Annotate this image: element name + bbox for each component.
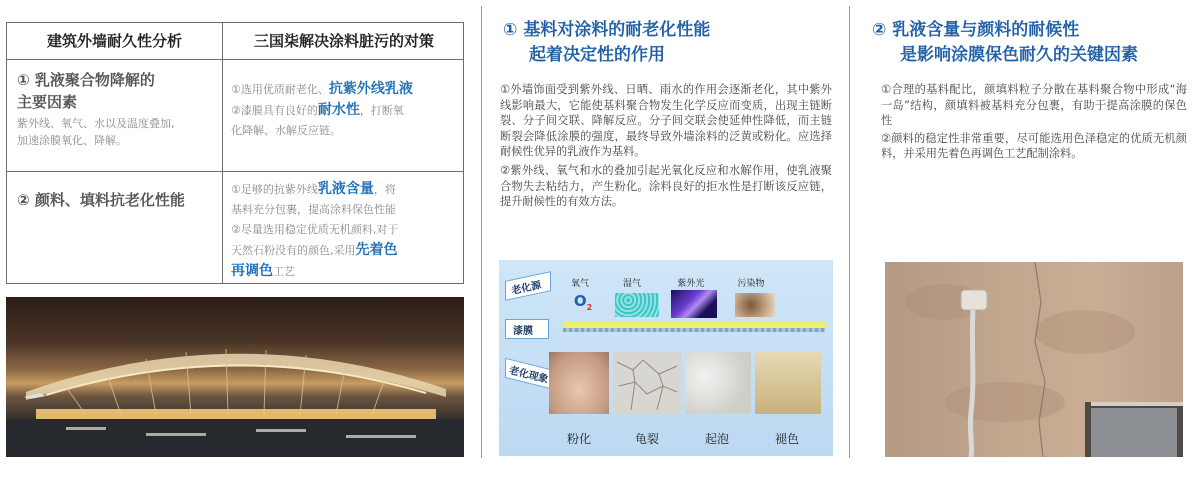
bottom-label-blistering: 起泡 xyxy=(704,432,729,446)
row2-solution-line4: 天然石粉没有的颜色,采用先着色 xyxy=(231,242,398,258)
label-oxygen: 氧气 xyxy=(570,279,589,289)
table-header-right: 三国柒解决涂料脏污的对策 xyxy=(253,32,434,50)
row1-solution-line1: ①选用优质耐老化、抗紫外线乳液 xyxy=(231,81,413,97)
row2-solution-line1: ①足够的抗紫外线乳液含量，将 xyxy=(231,181,396,197)
aging-diagram xyxy=(499,260,833,456)
bottom-label-cracking: 龟裂 xyxy=(634,432,659,446)
table-divider-vertical xyxy=(222,23,223,283)
row2-factor-title: ② 颜料、填料抗老化性能 xyxy=(17,191,185,209)
row1-solution-line3: 化降解、水解反应链。 xyxy=(231,124,341,137)
uv-swatch xyxy=(671,290,717,318)
row1-solution-cell xyxy=(231,79,461,141)
cracking-photo xyxy=(613,352,681,414)
right-section-body xyxy=(881,82,1187,162)
row1-factor-title-line2: 主要因素 xyxy=(17,93,78,111)
highlight-then-tint: 再调色 xyxy=(231,263,273,279)
right-title-line1: ② 乳液含量与颜料的耐候性 xyxy=(872,20,1080,40)
column-separator-2 xyxy=(849,6,850,458)
blistering-photo xyxy=(685,352,751,414)
middle-section-body xyxy=(500,82,832,210)
aging-source-tag: 老化源 xyxy=(510,279,543,297)
highlight-color-first: 先着色 xyxy=(355,242,398,258)
row1-factor-desc-line2: 加速涂膜氧化、降解。 xyxy=(17,134,127,147)
middle-title-line1: ① 基料对涂料的耐老化性能 xyxy=(503,20,711,40)
row2-solution-cell xyxy=(231,179,461,282)
table-divider-row xyxy=(7,171,463,172)
pollutant-swatch xyxy=(735,293,775,317)
airport-photo xyxy=(6,297,464,457)
row1-factor-desc-line1: 紫外线、氧气、水以及温度叠加, xyxy=(17,117,175,130)
table-header-left: 建筑外墙耐久性分析 xyxy=(46,32,182,50)
highlight-emulsion-content: 乳液含量 xyxy=(317,181,374,197)
middle-paragraph-1: ①外墙饰面受到紫外线、日晒、雨水的作用会逐渐老化，其中紫外线影响最大，它能使基料聚合物发生化学反应而变质，出现主链断裂、分子间交联、降解反应。分子间交联会使延伸性降低，而主链断裂会降低涂膜的强度，最终导致外墙涂料的泛黄或粉化。应选择耐候性优异的乳液作为基料。 xyxy=(500,83,832,159)
fading-photo xyxy=(755,352,821,414)
film-tag: 漆膜 xyxy=(513,326,533,337)
label-moisture: 湿气 xyxy=(622,279,641,289)
highlight-water-resistance: 耐水性 xyxy=(317,102,360,118)
right-paragraph-2: ②颜料的稳定性非常重要，尽可能选用色泽稳定的优质无机颜料，并采用先着色再调色工艺配制涂料。 xyxy=(881,131,1187,161)
column-separator-1 xyxy=(481,6,482,458)
row1-factor-cell xyxy=(17,69,217,149)
row1-factor-title-line1: ① 乳液聚合物降解的 xyxy=(17,71,155,89)
row2-solution-line3: ②尽量选用稳定优质无机颜料,对于 xyxy=(231,223,399,236)
label-pollutant: 污染物 xyxy=(737,279,765,289)
middle-title-line2: 起着决定性的作用 xyxy=(529,45,665,65)
chalking-photo xyxy=(549,352,609,414)
right-title-line2: 是影响涂膜保色耐久的关键因素 xyxy=(900,45,1138,65)
bottom-label-chalking: 粉化 xyxy=(566,432,591,446)
highlight-uv-emulsion: 抗紫外线乳液 xyxy=(328,81,413,97)
film-layer-bottom xyxy=(563,328,825,332)
wall-photo xyxy=(885,262,1183,457)
label-uv: 紫外光 xyxy=(677,279,705,289)
durability-table xyxy=(6,22,464,284)
moisture-swatch xyxy=(615,293,659,317)
row2-solution-line5: 再调色工艺 xyxy=(231,263,295,279)
aging-phenomenon-tag: 老化现象 xyxy=(507,365,550,386)
row2-solution-line2: 基料充分包裹，提高涂料保色性能 xyxy=(231,203,396,216)
table-divider-header xyxy=(7,59,463,60)
middle-section-title xyxy=(503,18,833,68)
bottom-label-fading: 褪色 xyxy=(774,432,799,446)
row1-solution-line2: ②漆膜具有良好的耐水性，打断氧 xyxy=(231,102,404,118)
oxygen-symbol: $O_2$ xyxy=(573,292,593,312)
middle-paragraph-2: ②紫外线、氧气和水的叠加引起光氧化反应和水解作用，使乳液聚合物失去粘结力，产生粉化。涂料良好的拒水性是打断该反应链，提升耐候性的有效方法。 xyxy=(500,163,832,209)
right-section-title xyxy=(872,18,1188,68)
right-paragraph-1: ①合理的基料配比，颜填料粒子分散在基料聚合物中形成“海一岛”结构，颜填料被基料充分包裹，有助于提高涂膜的保色性 xyxy=(881,83,1187,128)
